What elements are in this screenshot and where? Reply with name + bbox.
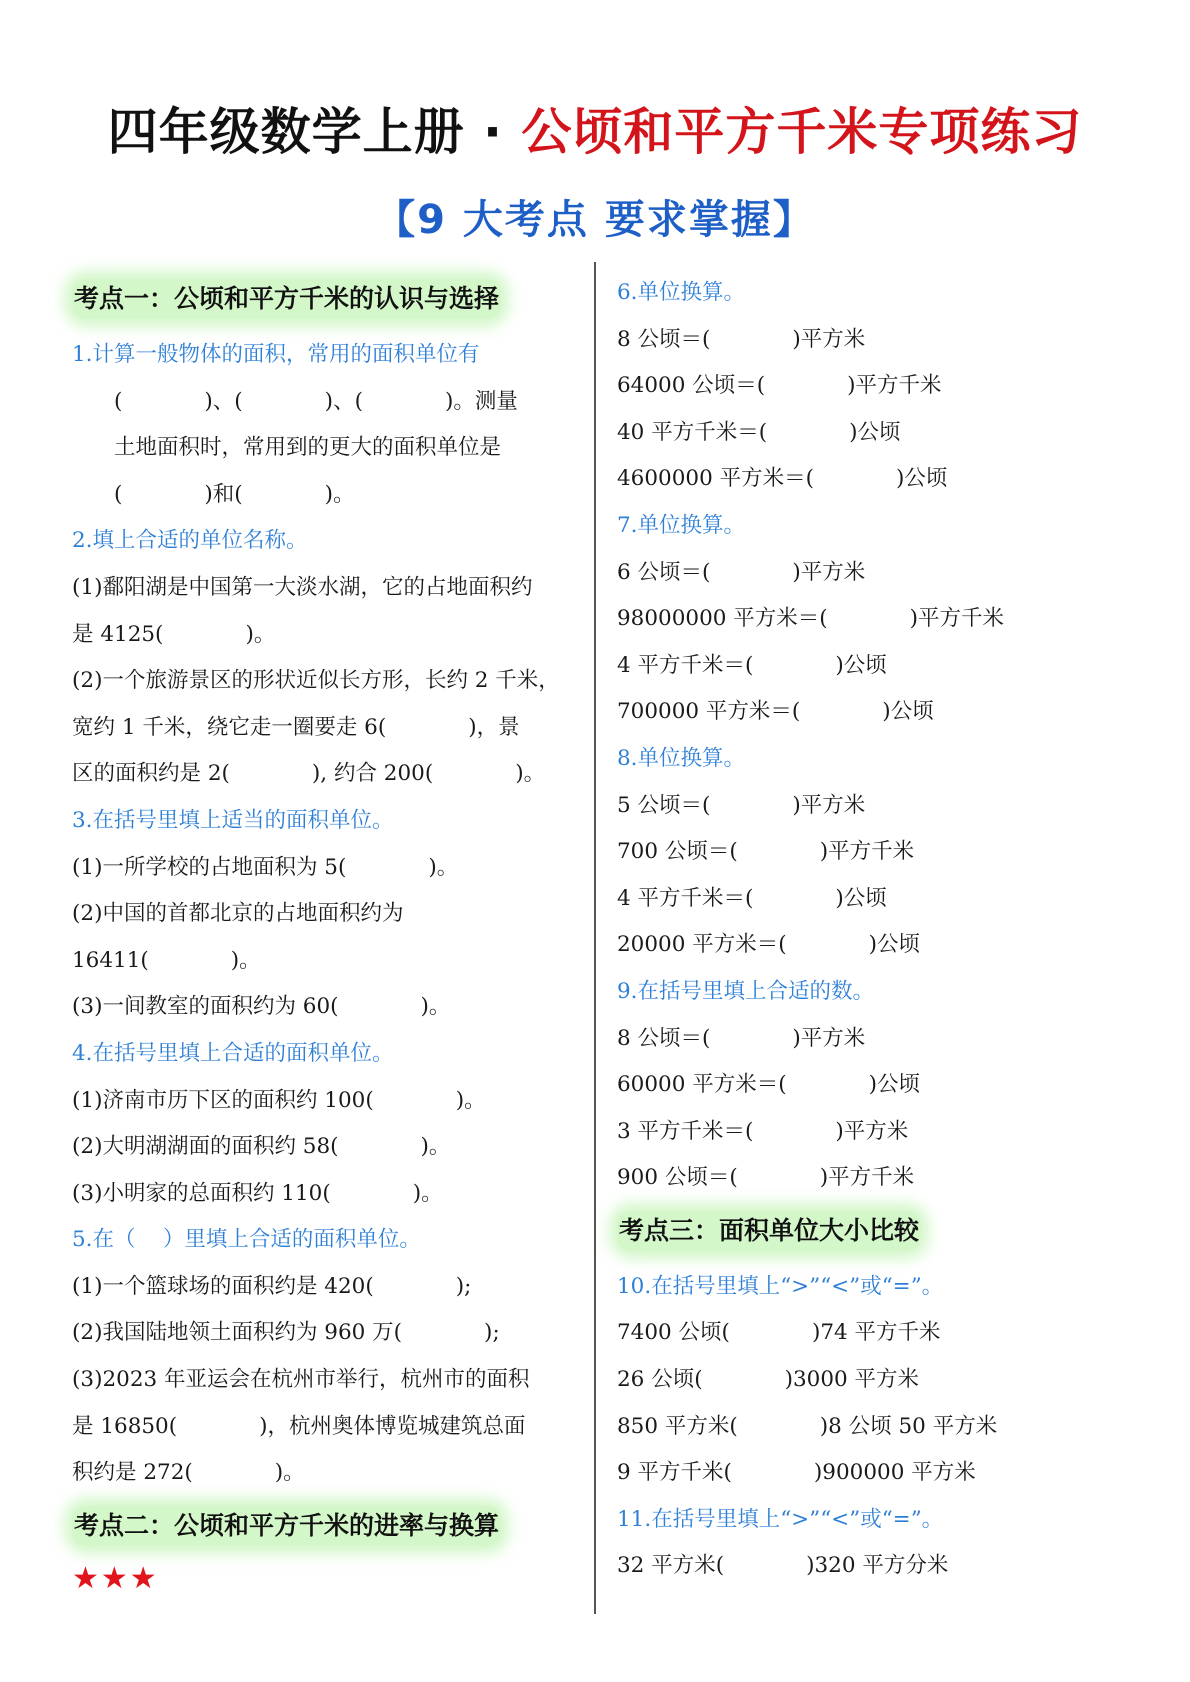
question-line: (2)我国陆地领土面积约为 960 万( ); xyxy=(72,1320,500,1346)
question-line: 900 公顷＝( )平方千米 xyxy=(617,1165,915,1191)
question-title: 3.在括号里填上适当的面积单位。 xyxy=(72,807,394,833)
question-line: (2)一个旅游景区的形状近似长方形，长约 2 千米， xyxy=(72,668,560,694)
question-line: 60000 平方米＝( )公顷 xyxy=(617,1072,921,1098)
difficulty-stars: ★★★ xyxy=(72,1560,159,1596)
left-column xyxy=(72,270,582,1599)
section-heading xyxy=(617,1202,1137,1264)
question-line: 700 公顷＝( )平方千米 xyxy=(617,839,915,865)
question-title: 8.单位换算。 xyxy=(617,745,746,771)
question-line: 8 公顷＝( )平方米 xyxy=(617,326,866,352)
question-line: (1)鄱阳湖是中国第一大淡水湖，它的占地面积约 xyxy=(72,574,533,600)
question-title: 5.在（ ）里填上合适的面积单位。 xyxy=(72,1227,421,1253)
question-line: 宽约 1 千米，绕它走一圈要走 6( )，景 xyxy=(72,714,520,740)
title-prefix: 四年级数学上册 · xyxy=(107,103,522,161)
question-line: 6 公顷＝( )平方米 xyxy=(617,559,866,585)
question-line: (3)一间教室的面积约为 60( )。 xyxy=(72,994,451,1020)
question-line: (1)一所学校的占地面积为 5( )。 xyxy=(72,854,459,880)
section-heading-text: 考点一：公顷和平方千米的认识与选择 xyxy=(72,279,501,319)
question-line: ( )、( )、( )。测量 xyxy=(114,388,518,414)
question-line: ( )和( )。 xyxy=(114,481,355,507)
section-heading xyxy=(72,1497,582,1559)
question-line: 土地面积时，常用到的更大的面积单位是 xyxy=(114,435,502,461)
question-line: 7400 公顷( )74 平方千米 xyxy=(617,1320,941,1346)
section-heading xyxy=(72,270,582,332)
question-line: 4 平方千米＝( )公顷 xyxy=(617,652,887,678)
question-line: 700000 平方米＝( )公顷 xyxy=(617,699,934,725)
question-line: 是 4125( )。 xyxy=(72,621,276,647)
title-topic: 公顷和平方千米专项练习 xyxy=(521,103,1083,161)
question-line: 20000 平方米＝( )公顷 xyxy=(617,932,921,958)
question-line: 9 平方千米( )900000 平方米 xyxy=(617,1460,976,1486)
question-title: 2.填上合适的单位名称。 xyxy=(72,528,308,554)
question-line: 32 平方米( )320 平方分米 xyxy=(617,1553,949,1579)
question-title: 7.单位换算。 xyxy=(617,512,746,538)
question-line: 4 平方千米＝( )公顷 xyxy=(617,885,887,911)
question-title: 6.单位换算。 xyxy=(617,280,746,305)
question-line: (2)大明湖湖面的面积约 58( )。 xyxy=(72,1134,451,1160)
question-line: (3)2023 年亚运会在杭州市举行，杭州市的面积 xyxy=(72,1367,530,1393)
question-title: 11.在括号里填上“>”“<”或“=”。 xyxy=(617,1506,944,1532)
question-line: 26 公顷( )3000 平方米 xyxy=(617,1367,920,1393)
question-line: 98000000 平方米＝( )平方千米 xyxy=(617,606,1005,632)
question-line: 40 平方千米＝( )公顷 xyxy=(617,419,901,445)
question-line: 4600000 平方米＝( )公顷 xyxy=(617,466,948,492)
question-line: (1)济南市历下区的面积约 100( )。 xyxy=(72,1087,486,1113)
question-line: (1)一个篮球场的面积约是 420( ); xyxy=(72,1273,472,1299)
question-line: 8 公顷＝( )平方米 xyxy=(617,1025,866,1051)
question-line: 是 16850( )，杭州奥体博览城建筑总面 xyxy=(72,1413,526,1439)
question-line: (2)中国的首都北京的占地面积约为 xyxy=(72,901,404,927)
question-title: 9.在括号里填上合适的数。 xyxy=(617,978,875,1004)
question-line: 850 平方米( )8 公顷 50 平方米 xyxy=(617,1413,998,1439)
question-title: 10.在括号里填上“>”“<”或“=”。 xyxy=(617,1273,944,1299)
page-subtitle: 【9 大考点 要求掌握】 xyxy=(375,197,815,243)
section-heading-text: 考点二：公顷和平方千米的进率与换算 xyxy=(72,1506,501,1546)
question-line: 16411( )。 xyxy=(72,947,261,973)
question-line: (3)小明家的总面积约 110( )。 xyxy=(72,1180,443,1206)
question-title: 1.计算一般物体的面积，常用的面积单位有 xyxy=(72,342,480,367)
page-title xyxy=(0,92,1190,164)
question-line: 3 平方千米＝( )平方米 xyxy=(617,1118,909,1144)
right-column xyxy=(617,270,1137,1590)
column-divider xyxy=(594,262,596,1614)
question-line: 5 公顷＝( )平方米 xyxy=(617,792,866,818)
question-line: 64000 公顷＝( )平方千米 xyxy=(617,373,942,399)
question-line: 区的面积约是 2( ), 约合 200( )。 xyxy=(72,761,546,787)
section-heading-text: 考点三：面积单位大小比较 xyxy=(617,1211,921,1251)
question-line: 积约是 272( )。 xyxy=(72,1460,305,1486)
question-title: 4.在括号里填上合适的面积单位。 xyxy=(72,1040,394,1066)
